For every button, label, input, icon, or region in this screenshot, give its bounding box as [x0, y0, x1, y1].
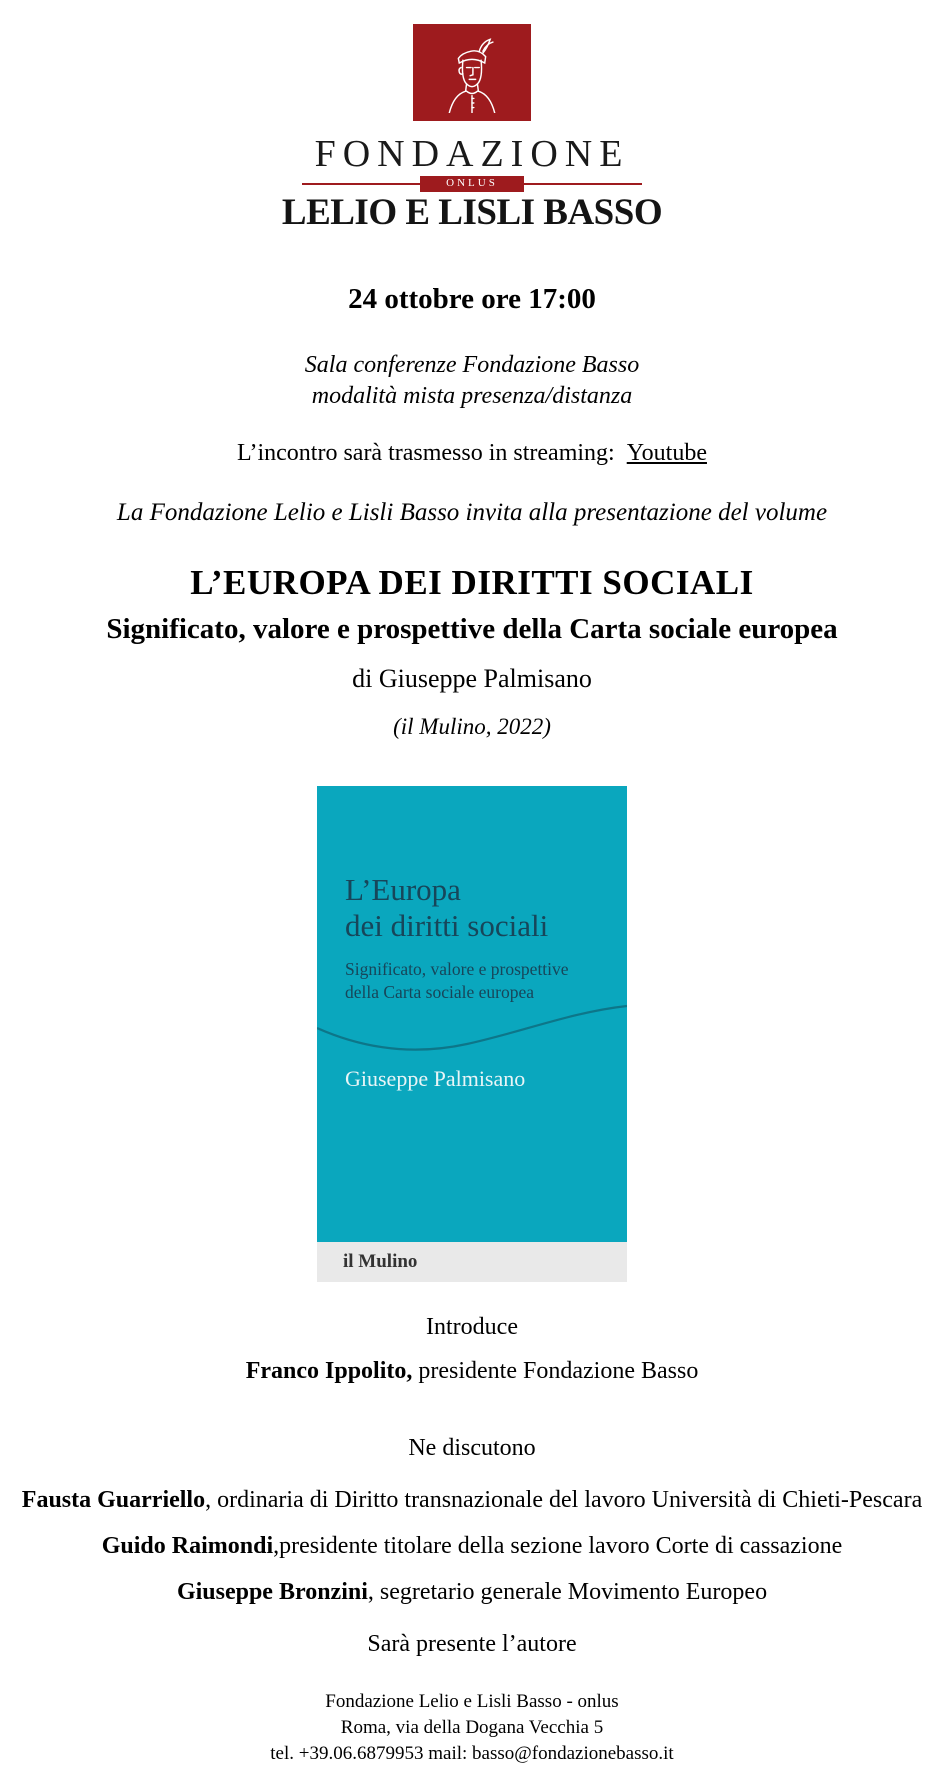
- venue-line1: Sala conferenze Fondazione Basso: [304, 352, 640, 378]
- youtube-link[interactable]: Youtube: [626, 440, 707, 466]
- introducer-line: [0, 1358, 944, 1385]
- book-title: L’EUROPA DEI DIRITTI SOCIALI: [190, 563, 754, 602]
- invitation-line: La Fondazione Lelio e Lisli Basso invita alla presentazione del volume: [116, 499, 828, 526]
- cover-publisher-band: [317, 1242, 627, 1282]
- foundation-name-line1: FONDAZIONE: [314, 133, 630, 175]
- cover-title-line2: dei diritti sociali: [345, 908, 549, 943]
- footer-line3: tel. +39.06.6879953 mail: basso@fondazionebasso.it: [270, 1743, 674, 1764]
- discussant-name: Giuseppe Bronzini: [176, 1579, 368, 1605]
- discussant-line: [0, 1533, 944, 1560]
- footer-line1: Fondazione Lelio e Lisli Basso - onlus: [325, 1691, 619, 1712]
- band-line-right: [524, 183, 642, 185]
- discussant-role: , segretario generale Movimento Europeo: [367, 1579, 768, 1605]
- discussant-name: Fausta Guarriello: [21, 1487, 206, 1513]
- streaming-text: L’incontro sarà trasmesso in streaming:: [237, 440, 615, 466]
- book-publisher-line: (il Mulino, 2022): [393, 714, 551, 739]
- discussant-role: ,presidente titolare della sezione lavoro Corte di cassazione: [273, 1533, 843, 1559]
- introducer-role: presidente Fondazione Basso: [412, 1358, 699, 1384]
- book-cover: [317, 786, 627, 1282]
- discussant-line: [0, 1579, 944, 1606]
- book-subtitle: Significato, valore e prospettive della Carta sociale europea: [106, 613, 838, 645]
- event-datetime: 24 ottobre ore 17:00: [348, 283, 596, 315]
- event-venue: [0, 350, 944, 412]
- cover-title: [345, 872, 548, 944]
- foundation-emblem: [413, 24, 531, 121]
- contact-footer: [0, 1689, 944, 1767]
- cover-subtitle-line1: Significato, valore e prospettive: [345, 959, 569, 979]
- footer-line2: Roma, via della Dogana Vecchia 5: [340, 1717, 604, 1738]
- introducer-name: Franco Ippolito,: [245, 1358, 413, 1384]
- book-author-line: di Giuseppe Palmisano: [352, 664, 592, 693]
- streaming-line: [0, 440, 944, 467]
- discussants-label: Ne discutono: [408, 1435, 536, 1461]
- discussant-role: , ordinaria di Diritto transnazionale del lavoro Università di Chieti-Pescara: [205, 1487, 923, 1513]
- onlus-badge: ONLUS: [420, 176, 524, 192]
- onlus-band: [302, 176, 642, 192]
- cover-author: Giuseppe Palmisano: [345, 1066, 526, 1091]
- cover-publisher: il Mulino: [343, 1251, 418, 1272]
- event-flyer: [0, 24, 944, 1767]
- cover-wave-decoration: [317, 986, 627, 1076]
- discussant-name: Guido Raimondi: [101, 1533, 274, 1559]
- author-present-line: Sarà presente l’autore: [367, 1631, 577, 1657]
- introduce-label: Introduce: [426, 1314, 518, 1340]
- foundation-name-line2: LELIO E LISLI BASSO: [281, 192, 663, 233]
- band-line-left: [302, 183, 420, 185]
- discussant-line: [0, 1487, 944, 1514]
- venue-line2: modalità mista presenza/distanza: [311, 383, 633, 409]
- cover-subtitle-line2: della Carta sociale europea: [345, 982, 534, 1002]
- portrait-emblem-icon: [426, 33, 518, 113]
- cover-title-line1: L’Europa: [345, 872, 461, 907]
